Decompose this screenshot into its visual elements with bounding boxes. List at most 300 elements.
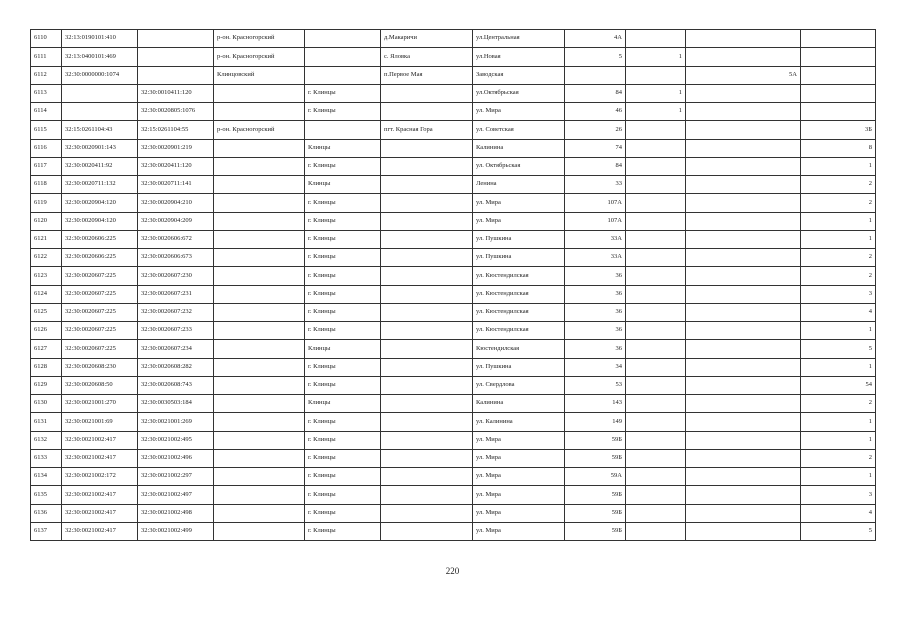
cell-settlement [381,522,473,540]
cell-object-cadastral-number: 32:15:0261104:55 [138,121,214,139]
cell-apartment [686,48,801,66]
cell-city: г. Клинцы [305,230,381,248]
table-row [31,121,876,139]
cell-settlement [381,103,473,121]
table-row [31,303,876,321]
cell-settlement [381,194,473,212]
cell-apartment [686,358,801,376]
cell-record-number: 6111 [31,48,62,66]
cell-district [214,303,305,321]
cell-district [214,267,305,285]
cell-cadastral-number: 32:30:0021001:270 [62,395,138,413]
cell-district [214,431,305,449]
cell-object-cadastral-number: 32:30:0030503:184 [138,395,214,413]
cell-settlement [381,395,473,413]
cell-building: 1 [626,84,686,102]
cell-city: г. Клинцы [305,285,381,303]
cell-district: р-он. Красногорский [214,48,305,66]
cell-house-number: 5 [565,48,626,66]
cell-house-number: 74 [565,139,626,157]
registry-table-body [31,30,876,541]
cell-building [626,139,686,157]
cell-apartment [686,139,801,157]
cell-object-cadastral-number: 32:30:0020606:672 [138,230,214,248]
cell-object-cadastral-number: 32:30:0020607:230 [138,267,214,285]
cell-apartment [686,449,801,467]
cell-building [626,157,686,175]
cell-district [214,522,305,540]
cell-district [214,340,305,358]
cell-apartment [686,431,801,449]
cell-street: ул.Центральная [473,30,565,48]
table-row [31,176,876,194]
cell-building [626,303,686,321]
cell-city [305,30,381,48]
cell-room: 2 [801,395,876,413]
cell-cadastral-number: 32:30:0020607:225 [62,303,138,321]
cell-record-number: 6128 [31,358,62,376]
cell-district [214,504,305,522]
cell-object-cadastral-number [138,66,214,84]
page-number: 220 [445,566,460,576]
cell-record-number: 6117 [31,157,62,175]
cell-record-number: 6113 [31,84,62,102]
cell-street: ул. Мира [473,431,565,449]
cell-settlement [381,358,473,376]
cell-room: 2 [801,267,876,285]
cell-building [626,194,686,212]
cell-street: Калинина [473,395,565,413]
cell-cadastral-number: 32:30:0021002:417 [62,431,138,449]
cell-building [626,30,686,48]
table-row [31,413,876,431]
cell-city [305,48,381,66]
cell-cadastral-number: 32:30:0020904:120 [62,212,138,230]
cell-object-cadastral-number: 32:30:0021001:269 [138,413,214,431]
cell-record-number: 6124 [31,285,62,303]
cell-cadastral-number: 32:30:0021002:417 [62,504,138,522]
cell-record-number: 6131 [31,413,62,431]
cell-cadastral-number: 32:30:0020608:230 [62,358,138,376]
cell-room: 5 [801,340,876,358]
cell-object-cadastral-number [138,48,214,66]
table-row [31,194,876,212]
cell-room [801,48,876,66]
cell-record-number: 6120 [31,212,62,230]
cell-object-cadastral-number: 32:30:0021002:297 [138,468,214,486]
cell-apartment [686,340,801,358]
cell-record-number: 6137 [31,522,62,540]
cell-settlement [381,230,473,248]
cell-object-cadastral-number: 32:30:0021002:498 [138,504,214,522]
cell-house-number: 33 [565,176,626,194]
cell-record-number: 6133 [31,449,62,467]
cell-cadastral-number: 32:30:0020607:225 [62,322,138,340]
cell-house-number: 46 [565,103,626,121]
cell-record-number: 6134 [31,468,62,486]
cell-street: ул. Кюстендилская [473,285,565,303]
cell-district [214,468,305,486]
table-row [31,340,876,358]
cell-settlement [381,249,473,267]
cell-street: ул. Мира [473,504,565,522]
cell-settlement [381,267,473,285]
cell-apartment [686,395,801,413]
cell-street: ул. Мира [473,522,565,540]
cell-street: ул. Пушкина [473,358,565,376]
cell-building: 1 [626,103,686,121]
cell-cadastral-number: 32:30:0020411:92 [62,157,138,175]
cell-apartment: 5А [686,66,801,84]
cell-record-number: 6114 [31,103,62,121]
cell-city: г. Клинцы [305,84,381,102]
cell-building [626,66,686,84]
cell-settlement [381,468,473,486]
cell-cadastral-number: 32:30:0020711:132 [62,176,138,194]
cell-record-number: 6116 [31,139,62,157]
cell-house-number: 59Б [565,522,626,540]
cell-room [801,84,876,102]
cell-settlement [381,322,473,340]
cell-building [626,376,686,394]
cell-record-number: 6130 [31,395,62,413]
cell-house-number: 36 [565,303,626,321]
cell-record-number: 6127 [31,340,62,358]
cell-room: 1 [801,431,876,449]
cell-house-number: 36 [565,340,626,358]
cell-apartment [686,103,801,121]
table-row [31,522,876,540]
cell-district [214,103,305,121]
cell-room: 1 [801,157,876,175]
cell-record-number: 6119 [31,194,62,212]
cell-settlement: п.Первое Мая [381,66,473,84]
cell-city: Клинцы [305,395,381,413]
cell-house-number: 84 [565,157,626,175]
cell-object-cadastral-number: 32:30:0021002:495 [138,431,214,449]
cell-object-cadastral-number [138,30,214,48]
cell-room: 1 [801,322,876,340]
table-row [31,486,876,504]
cell-cadastral-number: 32:30:0020606:225 [62,249,138,267]
cell-room: 1 [801,358,876,376]
cell-city: г. Клинцы [305,431,381,449]
table-row [31,322,876,340]
cell-house-number: 107А [565,194,626,212]
cell-cadastral-number: 32:30:0020607:225 [62,267,138,285]
cell-room: 1 [801,413,876,431]
cell-building [626,504,686,522]
cell-street: Калинина [473,139,565,157]
cell-city [305,66,381,84]
table-row [31,66,876,84]
cell-apartment [686,468,801,486]
table-row [31,157,876,175]
cell-house-number: 36 [565,322,626,340]
cell-room: 4 [801,303,876,321]
table-row [31,358,876,376]
table-row [31,504,876,522]
table-row [31,230,876,248]
cell-object-cadastral-number: 32:30:0010411:120 [138,84,214,102]
cell-district: р-он. Красногорский [214,121,305,139]
cell-cadastral-number: 32:30:0021002:172 [62,468,138,486]
cell-object-cadastral-number: 32:30:0020607:232 [138,303,214,321]
cell-street: ул. Мира [473,449,565,467]
cell-district [214,212,305,230]
cell-settlement [381,340,473,358]
cell-district [214,486,305,504]
cell-cadastral-number: 32:30:0021002:417 [62,449,138,467]
cell-building [626,468,686,486]
cell-apartment [686,157,801,175]
table-row [31,376,876,394]
cell-object-cadastral-number: 32:30:0020608:743 [138,376,214,394]
cell-apartment [686,413,801,431]
cell-house-number: 149 [565,413,626,431]
cell-street: ул. Мира [473,194,565,212]
cell-apartment [686,194,801,212]
cell-cadastral-number: 32:30:0000000:1074 [62,66,138,84]
cell-city: г. Клинцы [305,468,381,486]
cell-district: р-он. Красногорский [214,30,305,48]
cell-room: 2 [801,176,876,194]
cell-street: ул. Пушкина [473,249,565,267]
cell-building [626,322,686,340]
cell-object-cadastral-number: 32:30:0020805:1076 [138,103,214,121]
cell-street: ул.Октябрьская [473,84,565,102]
cell-settlement [381,303,473,321]
cell-cadastral-number: 32:30:0021002:417 [62,486,138,504]
cell-record-number: 6129 [31,376,62,394]
cell-room: 2 [801,194,876,212]
cell-house-number: 26 [565,121,626,139]
cell-building [626,267,686,285]
cell-city: г. Клинцы [305,376,381,394]
cell-object-cadastral-number: 32:30:0020904:210 [138,194,214,212]
cell-district [214,84,305,102]
cell-house-number: 59Б [565,486,626,504]
cell-city: г. Клинцы [305,303,381,321]
table-row [31,431,876,449]
cell-street: ул. Кюстендилская [473,267,565,285]
cell-city: г. Клинцы [305,157,381,175]
cell-object-cadastral-number: 32:30:0021002:497 [138,486,214,504]
cell-record-number: 6122 [31,249,62,267]
cell-house-number: 59Б [565,504,626,522]
cell-cadastral-number: 32:13:0190101:410 [62,30,138,48]
cell-building [626,230,686,248]
cell-city: г. Клинцы [305,103,381,121]
cell-apartment [686,212,801,230]
cell-settlement [381,157,473,175]
cell-cadastral-number: 32:30:0020608:50 [62,376,138,394]
cell-settlement [381,449,473,467]
cell-house-number: 59Б [565,449,626,467]
table-row [31,267,876,285]
cell-city: г. Клинцы [305,358,381,376]
cell-settlement [381,212,473,230]
cell-apartment [686,267,801,285]
cell-apartment [686,522,801,540]
cell-apartment [686,249,801,267]
cell-street: ул. Мира [473,468,565,486]
cell-house-number: 59А [565,468,626,486]
cell-city: г. Клинцы [305,522,381,540]
cell-house-number: 4А [565,30,626,48]
cell-room: 5 [801,522,876,540]
cell-city: Клинцы [305,139,381,157]
cell-city: г. Клинцы [305,486,381,504]
cell-cadastral-number: 32:30:0020606:225 [62,230,138,248]
cell-room: 2 [801,249,876,267]
cell-building [626,249,686,267]
cell-district [214,139,305,157]
cell-settlement [381,486,473,504]
cell-district [214,358,305,376]
cell-street: ул. Советская [473,121,565,139]
cell-room: 2 [801,449,876,467]
cell-apartment [686,121,801,139]
cell-room: 1 [801,468,876,486]
cell-cadastral-number: 32:30:0021001:69 [62,413,138,431]
cell-settlement [381,413,473,431]
cell-city: г. Клинцы [305,212,381,230]
cell-record-number: 6121 [31,230,62,248]
cell-settlement [381,285,473,303]
cell-object-cadastral-number: 32:30:0020607:231 [138,285,214,303]
cell-room: 3Б [801,121,876,139]
cell-building [626,395,686,413]
registry-table [30,29,876,541]
cell-city: г. Клинцы [305,504,381,522]
cell-object-cadastral-number: 32:30:0020606:673 [138,249,214,267]
cell-room: 8 [801,139,876,157]
cell-object-cadastral-number: 32:30:0020904:209 [138,212,214,230]
cell-district [214,157,305,175]
cell-building [626,176,686,194]
cell-house-number: 143 [565,395,626,413]
cell-building: 1 [626,48,686,66]
cell-room: 4 [801,504,876,522]
cell-building [626,522,686,540]
table-row [31,212,876,230]
cell-city: г. Клинцы [305,267,381,285]
cell-apartment [686,376,801,394]
table-row [31,449,876,467]
cell-city: г. Клинцы [305,249,381,267]
cell-city: Клинцы [305,176,381,194]
cell-record-number: 6118 [31,176,62,194]
cell-street: ул. Октябрьская [473,157,565,175]
cell-house-number: 33А [565,249,626,267]
cell-object-cadastral-number: 32:30:0020411:120 [138,157,214,175]
cell-apartment [686,322,801,340]
cell-room: 1 [801,230,876,248]
cell-record-number: 6112 [31,66,62,84]
cell-district [214,322,305,340]
cell-cadastral-number: 32:30:0020904:120 [62,194,138,212]
cell-street: ул. Калинина [473,413,565,431]
cell-record-number: 6110 [31,30,62,48]
cell-record-number: 6135 [31,486,62,504]
cell-object-cadastral-number: 32:30:0021002:499 [138,522,214,540]
cell-city: г. Клинцы [305,449,381,467]
cell-building [626,486,686,504]
cell-district [214,194,305,212]
cell-building [626,285,686,303]
cell-house-number: 84 [565,84,626,102]
cell-street: ул. Мира [473,103,565,121]
cell-house-number: 53 [565,376,626,394]
cell-room: 1 [801,212,876,230]
cell-apartment [686,285,801,303]
cell-apartment [686,230,801,248]
cell-street: ул. Кюстендилская [473,322,565,340]
cell-house-number: 33А [565,230,626,248]
cell-building [626,431,686,449]
cell-room [801,30,876,48]
cell-district: Клинцовский [214,66,305,84]
cell-district [214,449,305,467]
cell-cadastral-number: 32:30:0020607:225 [62,285,138,303]
cell-room: 3 [801,486,876,504]
cell-room [801,66,876,84]
cell-district [214,176,305,194]
cell-settlement [381,84,473,102]
cell-street: Заводская [473,66,565,84]
cell-apartment [686,84,801,102]
cell-building [626,121,686,139]
cell-district [214,285,305,303]
cell-apartment [686,486,801,504]
cell-cadastral-number [62,84,138,102]
cell-cadastral-number: 32:15:0261104:43 [62,121,138,139]
cell-settlement [381,376,473,394]
cell-room [801,103,876,121]
cell-cadastral-number: 32:30:0020607:225 [62,340,138,358]
cell-street: Ленина [473,176,565,194]
cell-settlement: пгт. Красная Гора [381,121,473,139]
cell-building [626,340,686,358]
table-row [31,103,876,121]
cell-apartment [686,303,801,321]
cell-street: Кюстендилская [473,340,565,358]
cell-city: г. Клинцы [305,322,381,340]
cell-room: 3 [801,285,876,303]
table-row [31,395,876,413]
cell-settlement [381,176,473,194]
cell-city [305,121,381,139]
cell-object-cadastral-number: 32:30:0020607:233 [138,322,214,340]
cell-object-cadastral-number: 32:30:0021002:496 [138,449,214,467]
table-row [31,48,876,66]
cell-building [626,212,686,230]
cell-house-number [565,66,626,84]
cell-house-number: 34 [565,358,626,376]
cell-cadastral-number [62,103,138,121]
cell-street: ул. Мира [473,212,565,230]
table-row [31,285,876,303]
cell-record-number: 6126 [31,322,62,340]
table-row [31,30,876,48]
table-row [31,468,876,486]
cell-object-cadastral-number: 32:30:0020608:282 [138,358,214,376]
cell-district [214,249,305,267]
cell-building [626,358,686,376]
cell-house-number: 107А [565,212,626,230]
cell-cadastral-number: 32:13:0400101:469 [62,48,138,66]
